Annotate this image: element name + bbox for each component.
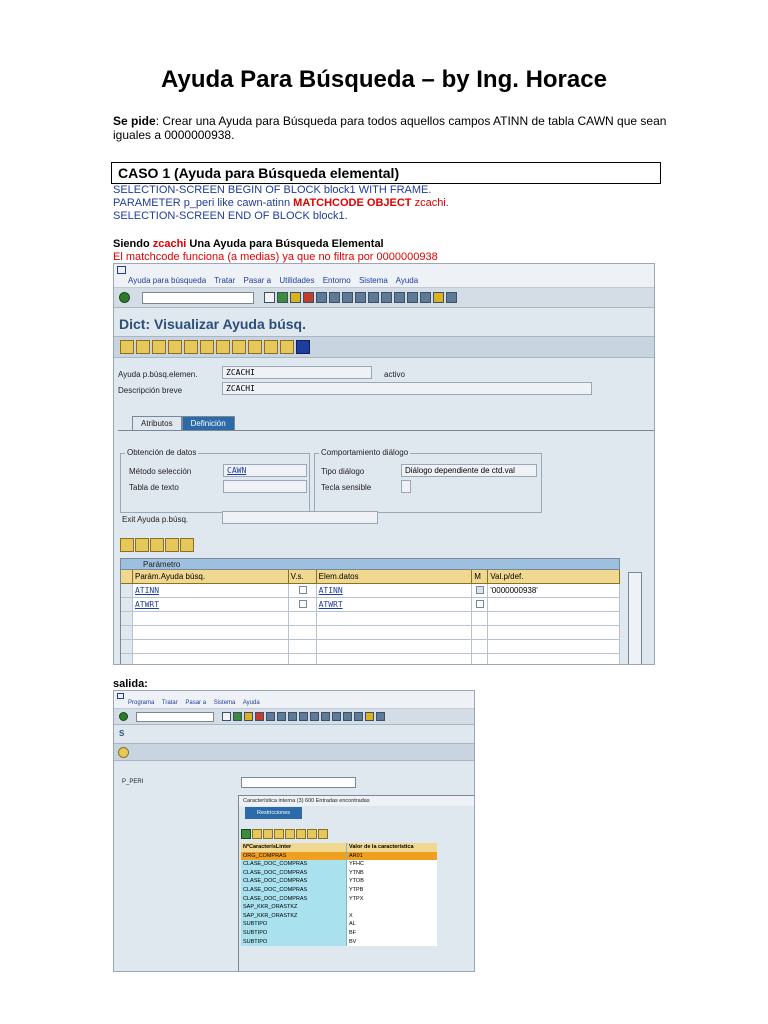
app-toolbar-icons <box>120 340 310 354</box>
find-icon[interactable] <box>329 292 340 303</box>
menu-ayuda[interactable]: Ayuda <box>242 700 260 706</box>
menu-sistema[interactable]: Sistema <box>358 276 388 285</box>
group-comportamiento-dialogo <box>314 448 542 513</box>
activate-icon[interactable] <box>200 340 214 354</box>
popup-title: Característica interna (3) 600 Entradas encontradas <box>239 796 475 806</box>
grid-scrollbar[interactable] <box>628 572 642 665</box>
edit-icon[interactable] <box>152 340 166 354</box>
paste-icon[interactable] <box>150 538 164 552</box>
list-item[interactable]: SUBTIPO AL <box>241 920 437 929</box>
sap-standard-toolbar <box>114 288 654 308</box>
execute-icon[interactable] <box>118 747 129 758</box>
list-item[interactable]: SAP_KKR_ORASTKZ <box>241 903 437 912</box>
menu-entorno[interactable]: Entorno <box>322 276 351 285</box>
group-obtencion-datos <box>120 448 310 513</box>
list-item[interactable]: SUBTIPO BF <box>241 929 437 938</box>
siendo-line: Siendo zcachi Una Ayuda para Búsqueda Elemental <box>113 238 384 250</box>
sap-menubar <box>114 691 474 709</box>
param-cell[interactable]: ATINN <box>134 586 160 595</box>
list-item[interactable]: CLASE_DOC_COMPRAS YTPB <box>241 886 437 895</box>
command-field[interactable] <box>142 292 254 304</box>
first-page-icon[interactable] <box>299 712 308 721</box>
tab-restricciones[interactable]: Restricciones <box>245 807 302 819</box>
where-used-icon[interactable] <box>216 340 230 354</box>
exit-field[interactable] <box>222 511 378 524</box>
enter-icon[interactable] <box>119 712 128 721</box>
caso-title: CASO 1 (Ayuda para Búsqueda elemental) <box>111 162 661 184</box>
vs-checkbox[interactable] <box>299 600 307 608</box>
hit-list <box>241 843 437 946</box>
find-next-icon[interactable] <box>288 712 297 721</box>
status-text: activo <box>384 370 405 379</box>
intro-text: : Crear una Ayuda para Búsqueda para todos aquellos campos ATINN de tabla CAWN que sean iguales a 0000000938. <box>113 114 667 142</box>
menu-pasar-a[interactable]: Pasar a <box>185 700 207 706</box>
vs-checkbox[interactable] <box>299 586 307 594</box>
next-page-icon[interactable] <box>321 712 330 721</box>
m-checkbox[interactable] <box>476 586 484 594</box>
header-param[interactable]: Parám.Ayuda búsq. <box>133 570 289 584</box>
sap-menubar <box>114 264 654 288</box>
exit-icon[interactable] <box>290 292 301 303</box>
menu-pasar-a[interactable]: Pasar a <box>243 276 272 285</box>
new-session-icon[interactable] <box>343 712 352 721</box>
menu-tratar[interactable]: Tratar <box>214 276 236 285</box>
default-cell[interactable]: '0000000938' <box>488 584 620 598</box>
m-checkbox[interactable] <box>476 600 484 608</box>
layout-icon[interactable] <box>446 292 457 303</box>
header-vs[interactable]: V.s. <box>289 570 317 584</box>
tabla-texto-field[interactable] <box>223 480 307 493</box>
find-next-icon[interactable] <box>263 829 273 839</box>
doc-icon[interactable] <box>280 340 294 354</box>
filter-icon[interactable] <box>285 829 295 839</box>
grid-header-row <box>120 570 620 584</box>
short-desc-field[interactable]: ZCACHI <box>222 382 592 395</box>
header-elem[interactable]: Elem.datos <box>317 570 473 584</box>
sap-standard-toolbar <box>114 709 474 725</box>
hit-header-2[interactable]: Valor de la característica <box>347 843 437 852</box>
last-page-icon[interactable] <box>332 712 341 721</box>
screen-title: S <box>119 729 125 738</box>
arrow-left-icon[interactable] <box>120 340 134 354</box>
application-toolbar <box>114 336 654 358</box>
back-icon[interactable] <box>277 292 288 303</box>
salida-label: salida: <box>113 678 148 690</box>
sap-screen-output <box>113 690 475 972</box>
menu-items <box>128 276 424 285</box>
menu-ayuda[interactable]: Ayuda <box>395 276 419 285</box>
code-line-2: PARAMETER p_peri like cawn-atinn MATCHCODE OBJECT zcachi. <box>113 197 449 209</box>
sap-screen-search-help-definition <box>113 263 655 665</box>
code-block <box>113 184 449 223</box>
tabla-texto-label: Tabla de texto <box>129 483 179 492</box>
arrow-right-icon[interactable] <box>136 340 150 354</box>
check-icon[interactable] <box>184 340 198 354</box>
hierarchy-icon[interactable] <box>248 340 262 354</box>
screen-title: Dict: Visualizar Ayuda búsq. <box>119 316 306 332</box>
application-toolbar <box>114 743 474 761</box>
shortcut-icon[interactable] <box>354 712 363 721</box>
exit-icon[interactable] <box>244 712 253 721</box>
cut-icon[interactable] <box>120 538 134 552</box>
tipo-dialogo-select[interactable]: Diálogo dependiente de ctd.val <box>401 464 537 477</box>
menu-ayuda-busqueda[interactable]: Ayuda para búsqueda <box>128 276 207 285</box>
metodo-label: Método selección <box>129 467 192 476</box>
user-icon[interactable] <box>318 829 328 839</box>
p-peri-label: P_PERI <box>122 779 144 785</box>
list-item[interactable]: SUBTIPO BV <box>241 938 437 947</box>
cancel-icon[interactable] <box>255 712 264 721</box>
insert-row-icon[interactable] <box>165 538 179 552</box>
code-line-1: SELECTION-SCREEN BEGIN OF BLOCK block1 WITH FRAME. <box>113 184 432 196</box>
list-item[interactable]: CLASE_DOC_COMPRAS YTPX <box>241 895 437 904</box>
menu-sistema[interactable]: Sistema <box>213 700 236 706</box>
search-help-field[interactable]: ZCACHI <box>222 366 372 379</box>
table-row[interactable] <box>120 654 620 665</box>
tab-strip <box>132 416 235 430</box>
menu-programa[interactable]: Programa <box>128 700 155 706</box>
elem-cell[interactable]: ATWRT <box>318 600 343 609</box>
document-title: Ayuda Para Búsqueda – by Ing. Horace <box>161 66 607 93</box>
copy-icon[interactable] <box>135 538 149 552</box>
help-icon[interactable] <box>433 292 444 303</box>
save-icon[interactable] <box>222 712 231 721</box>
short-desc-label: Descripción breve <box>118 386 183 395</box>
grid-toolbar <box>120 538 194 552</box>
system-menu-icon[interactable] <box>117 693 124 699</box>
delete-row-icon[interactable] <box>180 538 194 552</box>
metodo-field[interactable]: CAWN <box>223 464 307 477</box>
prev-page-icon[interactable] <box>368 292 379 303</box>
list-item[interactable]: SAP_KKR_ORASTKZ X <box>241 912 437 921</box>
tipo-dialogo-label: Tipo diálogo <box>321 467 365 476</box>
list-item[interactable]: CLASE_DOC_COMPRAS YFHC <box>241 860 437 869</box>
settings-icon[interactable] <box>307 829 317 839</box>
command-field[interactable] <box>136 712 214 722</box>
print-icon[interactable] <box>266 712 275 721</box>
info-icon[interactable] <box>296 340 310 354</box>
last-page-icon[interactable] <box>394 292 405 303</box>
first-page-icon[interactable] <box>355 292 366 303</box>
group-title-obtencion: Obtención de datos <box>127 448 197 457</box>
table-row[interactable] <box>120 584 620 598</box>
group-title-comportamiento: Comportamiento diálogo <box>321 448 409 457</box>
hit-header-1[interactable]: NºCaracterísLinter <box>241 843 347 852</box>
sort-icon[interactable] <box>274 829 284 839</box>
layout-icon[interactable] <box>376 712 385 721</box>
menu-utilidades[interactable]: Utilidades <box>279 276 315 285</box>
system-menu-icon[interactable] <box>117 266 126 274</box>
default-cell[interactable] <box>488 598 620 612</box>
table-row[interactable] <box>120 612 620 626</box>
menu-tratar[interactable]: Tratar <box>161 700 178 706</box>
intro-paragraph <box>113 114 673 142</box>
exit-label: Exit Ayuda p.búsq. <box>122 515 189 524</box>
next-page-icon[interactable] <box>381 292 392 303</box>
test-icon[interactable] <box>264 340 278 354</box>
elem-cell[interactable]: ATINN <box>318 586 343 595</box>
tab-atributos[interactable]: Atributos <box>132 416 182 430</box>
display-change-icon[interactable] <box>168 340 182 354</box>
code-line-3: SELECTION-SCREEN END OF BLOCK block1. <box>113 210 348 222</box>
param-cell[interactable]: ATWRT <box>134 600 160 609</box>
help-icon[interactable] <box>365 712 374 721</box>
grid-group-title: Parámetro <box>120 558 620 570</box>
list-item[interactable]: CLASE_DOC_COMPRAS YTOB <box>241 877 437 886</box>
search-help-popup <box>238 795 475 972</box>
cancel-icon[interactable] <box>303 292 314 303</box>
parameter-grid <box>120 558 620 665</box>
list-item[interactable]: CLASE_DOC_COMPRAS YTNB <box>241 869 437 878</box>
intro-bold: Se pide <box>113 114 156 128</box>
tecla-field[interactable] <box>401 480 411 493</box>
table-row[interactable] <box>120 640 620 654</box>
popup-toolbar <box>241 829 328 839</box>
table-row[interactable] <box>120 598 620 612</box>
shortcut-icon[interactable] <box>420 292 431 303</box>
print-icon[interactable] <box>296 829 306 839</box>
object-list-icon[interactable] <box>232 340 246 354</box>
header-default[interactable]: Val.p/def. <box>488 570 620 584</box>
hit-header-row <box>241 843 437 852</box>
header-m[interactable]: M <box>472 570 488 584</box>
save-icon[interactable] <box>264 292 275 303</box>
find-icon[interactable] <box>252 829 262 839</box>
confirm-icon[interactable] <box>241 829 251 839</box>
toolbar-icons <box>222 712 385 721</box>
menu-items <box>128 700 266 706</box>
toolbar-icons <box>264 292 457 303</box>
find-icon[interactable] <box>277 712 286 721</box>
p-peri-input[interactable] <box>241 777 356 788</box>
tab-definicion[interactable]: Definición <box>182 416 235 430</box>
table-row[interactable] <box>120 626 620 640</box>
print-icon[interactable] <box>316 292 327 303</box>
prev-page-icon[interactable] <box>310 712 319 721</box>
note-line: El matchcode funciona (a medias) ya que no filtra por 0000000938 <box>113 251 438 263</box>
search-help-label: Ayuda p.búsq.elemen. <box>118 370 198 379</box>
enter-icon[interactable] <box>119 292 130 303</box>
list-item[interactable]: ORG_COMPRAS AR01 <box>241 852 437 861</box>
tecla-label: Tecla sensible <box>321 483 372 492</box>
back-icon[interactable] <box>233 712 242 721</box>
find-next-icon[interactable] <box>342 292 353 303</box>
new-session-icon[interactable] <box>407 292 418 303</box>
